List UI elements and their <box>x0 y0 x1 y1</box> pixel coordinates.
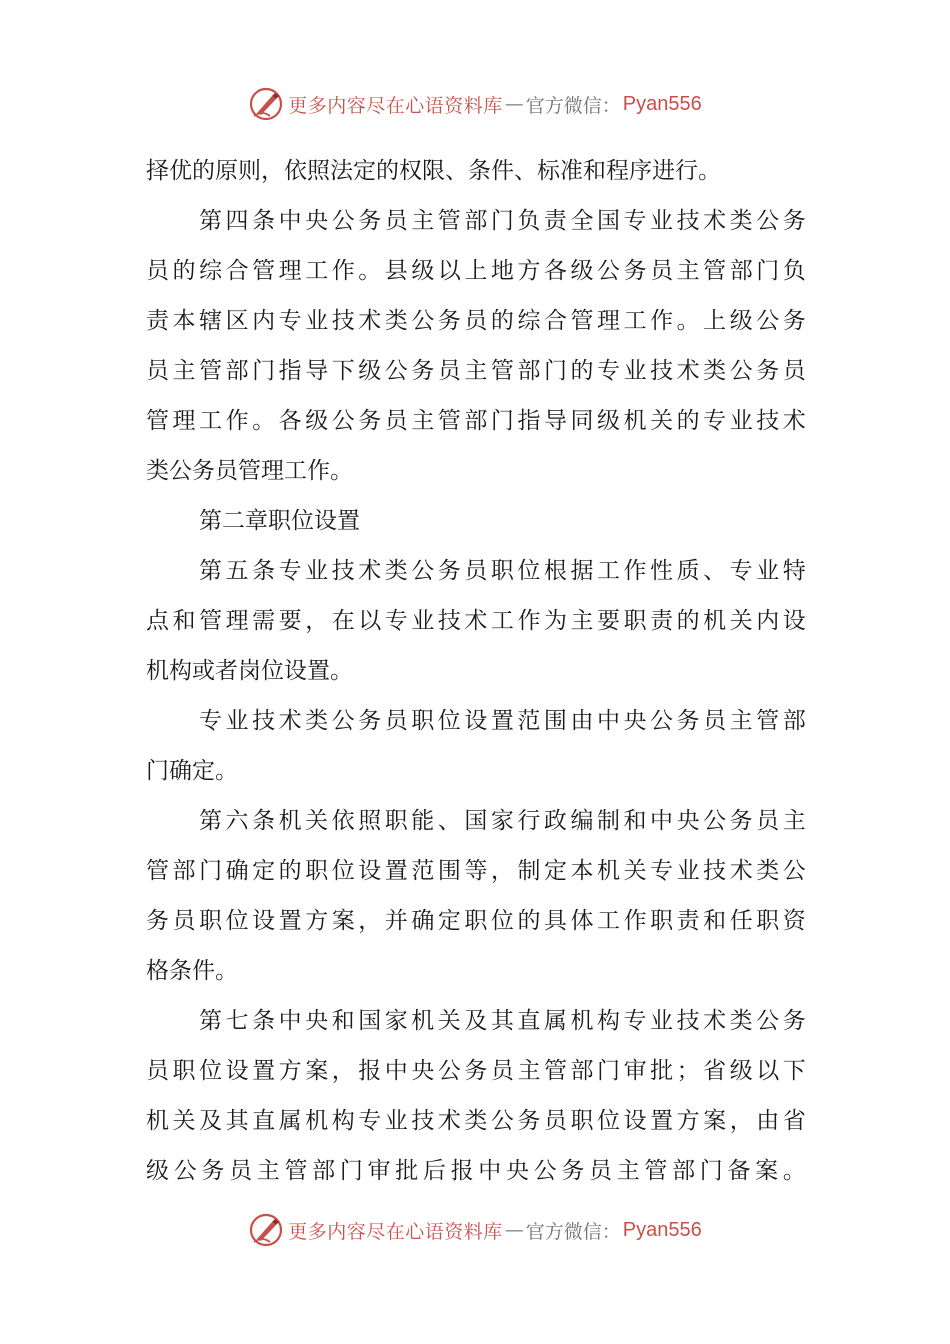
text-line: 机构或者岗位设置。 <box>146 658 353 684</box>
banner-wechat-id: Pyan556 <box>622 1218 702 1241</box>
text-line: 第 六 条 机 关 依 照 职 能 、 国 家 行 政 编 制 和 中 央 公 务 员 主 <box>199 808 806 834</box>
text-line: 格条件。 <box>146 958 238 984</box>
text-line: 员 主 管 部 门 指 导 下 级 公 务 员 主 管 部 门 的 专 业 技 术 类 公 务 员 <box>146 358 806 384</box>
header-watermark <box>0 84 950 124</box>
text-line: 机 关 及 其 直 属 机 构 专 业 技 术 类 公 务 员 职 位 设 置 方 案 ， 由 省 <box>146 1108 806 1134</box>
text-line: 第 七 条 中 央 和 国 家 机 关 及 其 直 属 机 构 专 业 技 术 类 公 务 <box>199 1008 806 1034</box>
banner-text: 更多内容尽在心语资料库 <box>288 94 503 117</box>
text-line: 务 员 职 位 设 置 方 案 ， 并 确 定 职 位 的 具 体 工 作 职 责 和 任 职 资 <box>146 908 806 934</box>
text-line: 员 的 综 合 管 理 工 作 。 县 级 以 上 地 方 各 级 公 务 员 主 管 部 门 负 <box>146 258 806 284</box>
banner-dash: — <box>504 93 524 115</box>
text-line: 第 四 条 中 央 公 务 员 主 管 部 门 负 责 全 国 专 业 技 术 类 公 务 <box>199 208 806 234</box>
text-line: 专 业 技 术 类 公 务 员 职 位 设 置 范 围 由 中 央 公 务 员 主 管 部 <box>199 708 806 734</box>
text-line: 点 和 管 理 需 要 ， 在 以 专 业 技 术 工 作 为 主 要 职 责 的 机 关 内 设 <box>146 608 806 634</box>
banner-wechat-label: 官方微信： <box>525 94 621 117</box>
text-line: 员 职 位 设 置 方 案 ， 报 中 央 公 务 员 主 管 部 门 审 批 ； 省 级 以 下 <box>146 1058 806 1084</box>
footer-watermark <box>0 1210 950 1250</box>
banner-wechat-label: 官方微信： <box>525 1220 621 1243</box>
text-line: 管 部 门 确 定 的 职 位 设 置 范 围 等 ， 制 定 本 机 关 专 业 技 术 类 公 <box>146 858 806 884</box>
banner-dash: — <box>504 1219 524 1241</box>
text-line: 责 本 辖 区 内 专 业 技 术 类 公 务 员 的 综 合 管 理 工 作 。 上 级 公 务 <box>146 308 806 334</box>
chapter-heading: 第二章职位设置 <box>199 508 360 534</box>
text-line: 门确定。 <box>146 758 238 784</box>
pen-logo-icon <box>248 86 284 122</box>
text-line: 类公务员管理工作。 <box>146 458 353 484</box>
text-line: 管 理 工 作 。 各 级 公 务 员 主 管 部 门 指 导 同 级 机 关 的 专 业 技 术 <box>146 408 806 434</box>
document-body <box>146 146 806 1196</box>
banner-text: 更多内容尽在心语资料库 <box>288 1220 503 1243</box>
text-line: 第 五 条 专 业 技 术 类 公 务 员 职 位 根 据 工 作 性 质 、 专 业 特 <box>199 558 806 584</box>
text-line: 择优的原则，依照法定的权限、条件、标准和程序进行。 <box>146 158 721 184</box>
banner-wechat-id: Pyan556 <box>622 92 702 115</box>
text-line: 级 公 务 员 主 管 部 门 审 批 后 报 中 央 公 务 员 主 管 部 门 备 案 。 <box>146 1158 806 1184</box>
pen-logo-icon <box>248 1212 284 1248</box>
